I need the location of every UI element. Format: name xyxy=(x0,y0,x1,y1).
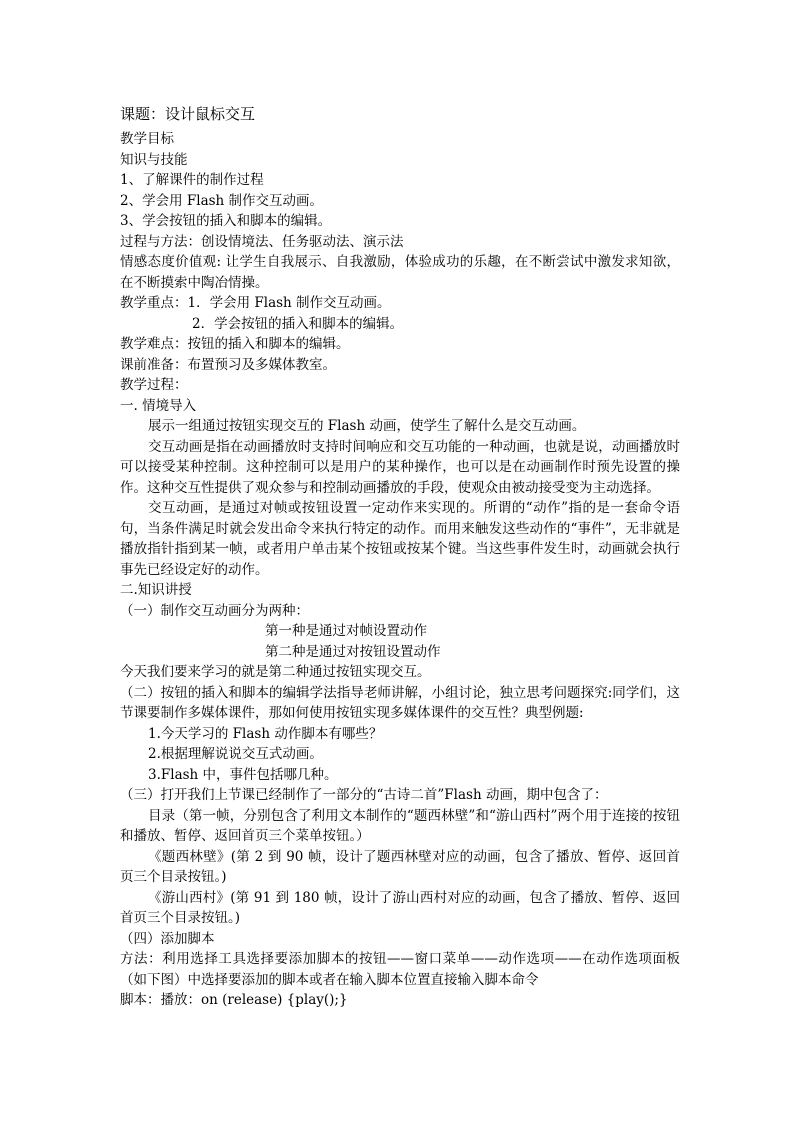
paragraph: 《游山西村》(第 91 到 180 帧，设计了游山西村对应的动画，包含了播放、暂停、返回首页三个目录按钮。) xyxy=(120,889,680,926)
paragraph: 交互动画，是通过对帧或按钮设置一定动作来实现的。所谓的“动作”指的是一套命令语句，当条件满足时就会发出命令来执行特定的动作。而用来触发这些动作的“事件”，无非就是播放指针指到某一帧，或者用户单击某个按钮或按某个键。当这些事件发生时，动画就会执行事先已经设定好的动作。 xyxy=(120,500,680,578)
text-line: 3、学会按钮的插入和脚本的编辑。 xyxy=(120,213,332,229)
list-item: 3.Flash 中，事件包括哪几种。 xyxy=(148,766,338,783)
text-line: 第一种是通过对帧设置动作 xyxy=(265,623,427,639)
paragraph: 方法：利用选择工具选择要添加脚本的按钮——窗口菜单——动作选项——在动作选项面板（如下图）中选择要添加的脚本或者在输入脚本位置直接输入脚本命令 xyxy=(120,951,680,988)
section-heading: 二.知识讲授 xyxy=(120,582,192,598)
document-body xyxy=(120,102,680,1011)
text-line: 今天我们要来学习的就是第二种通过按钮实现交互。 xyxy=(120,664,431,680)
text-line: （三）打开我们上节课已经制作了一部分的“古诗二首”Flash 动画，期中包含了： xyxy=(120,787,608,803)
paragraph: 目录（第一帧，分别包含了利用文本制作的“题西林壁”和“游山西村”两个用于连接的按钮和播放、暂停、返回首页三个菜单按钮。） xyxy=(120,807,680,844)
paragraph: 《题西林壁》(第 2 到 90 帧，设计了题西林壁对应的动画，包含了播放、暂停、返回首页三个目录按钮。) xyxy=(120,848,680,885)
text-line: 教学过程： xyxy=(120,377,188,393)
sub-heading: （四）添加脚本 xyxy=(120,930,215,947)
section-heading: 教学目标 xyxy=(120,131,174,147)
text-line: 第二种是通过对按钮设置动作 xyxy=(265,643,441,660)
text-line: 过程与方法：创设情境法、任务驱动法、演示法 xyxy=(120,233,404,250)
text-line: 2、学会用 Flash 制作交互动画。 xyxy=(120,192,324,209)
text-line: 1、了解课件的制作过程 xyxy=(120,172,264,188)
text-line: 教学重点：1．学会用 Flash 制作交互动画。 xyxy=(120,295,391,311)
text-line: （一）制作交互动画分为两种： xyxy=(120,602,309,619)
paragraph: （二）按钮的插入和脚本的编辑学法指导老师讲解，小组讨论，独立思考问题探究:同学们，这节课要制作多媒体课件，那如何使用按钮实现多媒体课件的交互性？典型例题: xyxy=(120,684,680,721)
text-line: 2．学会按钮的插入和脚本的编辑。 xyxy=(192,315,404,332)
sub-heading: 知识与技能 xyxy=(120,151,188,168)
list-item: 2.根据理解说说交互式动画。 xyxy=(148,746,323,762)
paragraph: 情感态度价值观: 让学生自我展示、自我激励，体验成功的乐趣，在不断尝试中激发求知欲，在不断摸索中陶冶情操。 xyxy=(120,254,680,291)
text-line: 脚本：播放：on (release) {play();} xyxy=(120,992,348,1008)
text-line: 教学难点：按钮的插入和脚本的编辑。 xyxy=(120,336,350,352)
text-line: 课前准备：布置预习及多媒体教室。 xyxy=(120,356,336,373)
list-item: 1.今天学习的 Flash 动作脚本有哪些？ xyxy=(148,725,383,742)
paragraph: 交互动画是指在动画播放时支持时间响应和交互功能的一种动画，也就是说，动画播放时可以接受某种控制。这种控制可以是用户的某种操作，也可以是在动画制作时预先设置的操作。这种交互性提供了观众参与和控制动画播放的手段，使观众由被动接受变为主动选择。 xyxy=(120,438,680,496)
text-line: 展示一组通过按钮实现交互的 Flash 动画，使学生了解什么是交互动画。 xyxy=(148,418,586,434)
lesson-title: 课题：设计鼠标交互 xyxy=(120,105,256,123)
section-heading: 一. 情境导入 xyxy=(120,397,197,414)
